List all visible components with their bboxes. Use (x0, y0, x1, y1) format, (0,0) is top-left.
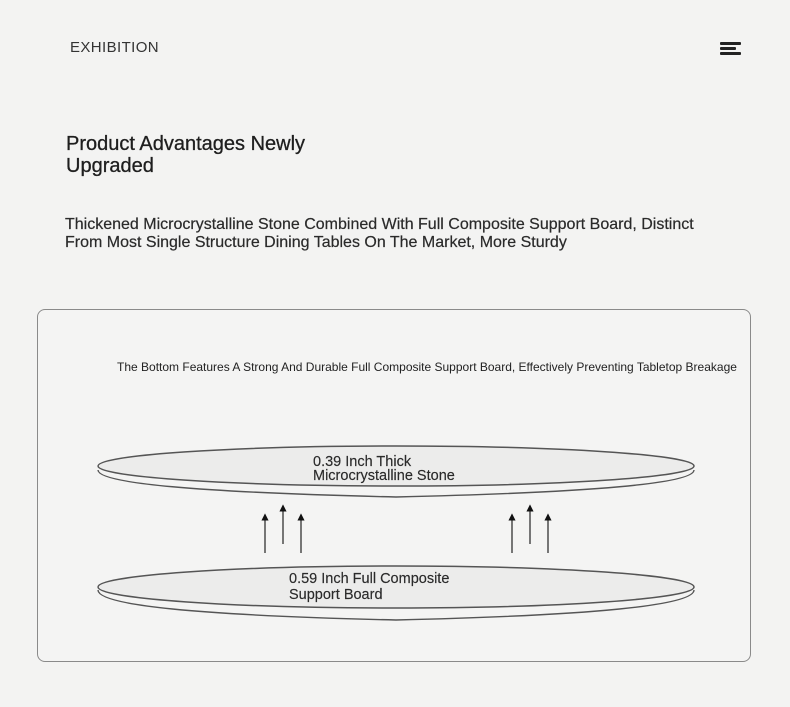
board-material-text: Support Board (289, 587, 383, 603)
brand-title: EXHIBITION (70, 39, 160, 56)
product-description: Thickened Microcrystalline Stone Combined With Full Composite Support Board, Distinct From Most Single Structure Dining Tables On The Market, More Sturdy (65, 216, 694, 251)
stone-material-text: Microcrystalline Stone (313, 468, 455, 484)
stone-layer-label (313, 455, 455, 483)
up-arrow-icon (512, 508, 548, 553)
up-arrow-icon (265, 508, 301, 553)
board-thickness-text: 0.59 Inch Full Composite (289, 571, 450, 587)
stone-thickness-text: 0.39 Inch Thick (313, 454, 412, 470)
diagram-caption: The Bottom Features A Strong And Durable Full Composite Support Board, Effectively Preventing Tabletop Breakage (117, 360, 737, 374)
board-layer-label (289, 571, 449, 603)
page-title: Product Advantages Newly Upgraded (66, 133, 306, 177)
